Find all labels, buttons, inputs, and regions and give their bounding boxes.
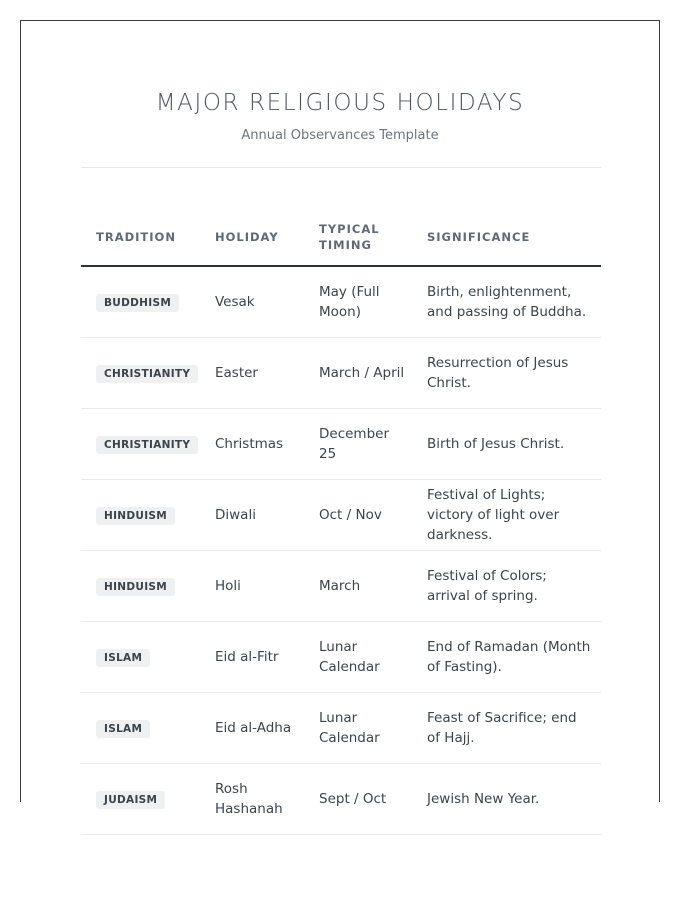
column-header-timing-line2: TIMING [319,238,372,252]
table-row [81,266,601,338]
header-row [81,209,601,266]
tradition-cell [81,480,200,551]
header-divider [81,167,601,168]
tradition-badge: ISLAM [96,720,150,738]
significance-cell: Festival of Lights; victory of light over darkness. [412,480,601,551]
table-row [81,622,601,693]
column-header-typical-timing [304,209,412,266]
tradition-badge: HINDUISM [96,578,175,596]
tradition-cell [81,266,200,338]
tradition-cell [81,622,200,693]
tradition-badge: ISLAM [96,649,150,667]
significance-cell: Jewish New Year. [412,764,601,835]
tradition-badge: CHRISTIANITY [96,436,198,454]
tradition-cell [81,338,200,409]
column-header-tradition: TRADITION [81,209,200,266]
holiday-cell: Diwali [200,480,304,551]
table-row [81,480,601,551]
significance-cell: Birth, enlightenment, and passing of Buddha. [412,266,601,338]
timing-cell: Sept / Oct [304,764,412,835]
tradition-cell [81,551,200,622]
table-row [81,409,601,480]
holiday-cell: Christmas [200,409,304,480]
holiday-cell: Vesak [200,266,304,338]
timing-cell: December 25 [304,409,412,480]
holiday-cell: Rosh Hashanah [200,764,304,835]
significance-cell: Feast of Sacrifice; end of Hajj. [412,693,601,764]
holidays-table [81,209,601,835]
timing-cell: Lunar Calendar [304,622,412,693]
holiday-cell: Eid al-Adha [200,693,304,764]
table-row [81,338,601,409]
page-title: MAJOR RELIGIOUS HOLIDAYS [155,90,525,116]
column-header-holiday: HOLIDAY [200,209,304,266]
timing-cell: March [304,551,412,622]
column-header-significance: SIGNIFICANCE [412,209,601,266]
table-header [81,209,601,266]
significance-cell: Birth of Jesus Christ. [412,409,601,480]
tradition-badge: CHRISTIANITY [96,365,198,383]
timing-cell: Oct / Nov [304,480,412,551]
table-row [81,693,601,764]
timing-cell: May (Full Moon) [304,266,412,338]
timing-cell: Lunar Calendar [304,693,412,764]
table-body [81,266,601,835]
tradition-cell [81,409,200,480]
significance-cell: End of Ramadan (Month of Fasting). [412,622,601,693]
tradition-badge: JUDAISM [96,791,165,809]
tradition-badge: HINDUISM [96,507,175,525]
document-page [20,20,660,817]
table-row [81,551,601,622]
timing-cell: March / April [304,338,412,409]
significance-cell: Festival of Colors; arrival of spring. [412,551,601,622]
tradition-cell [81,693,200,764]
holiday-cell: Holi [200,551,304,622]
column-header-timing-line1: TYPICAL [319,222,380,236]
holiday-cell: Eid al-Fitr [200,622,304,693]
tradition-badge: BUDDHISM [96,294,179,312]
tradition-cell [81,764,200,835]
page-subtitle: Annual Observances Template [241,128,439,143]
table-row [81,764,601,835]
significance-cell: Resurrection of Jesus Christ. [412,338,601,409]
holiday-cell: Easter [200,338,304,409]
